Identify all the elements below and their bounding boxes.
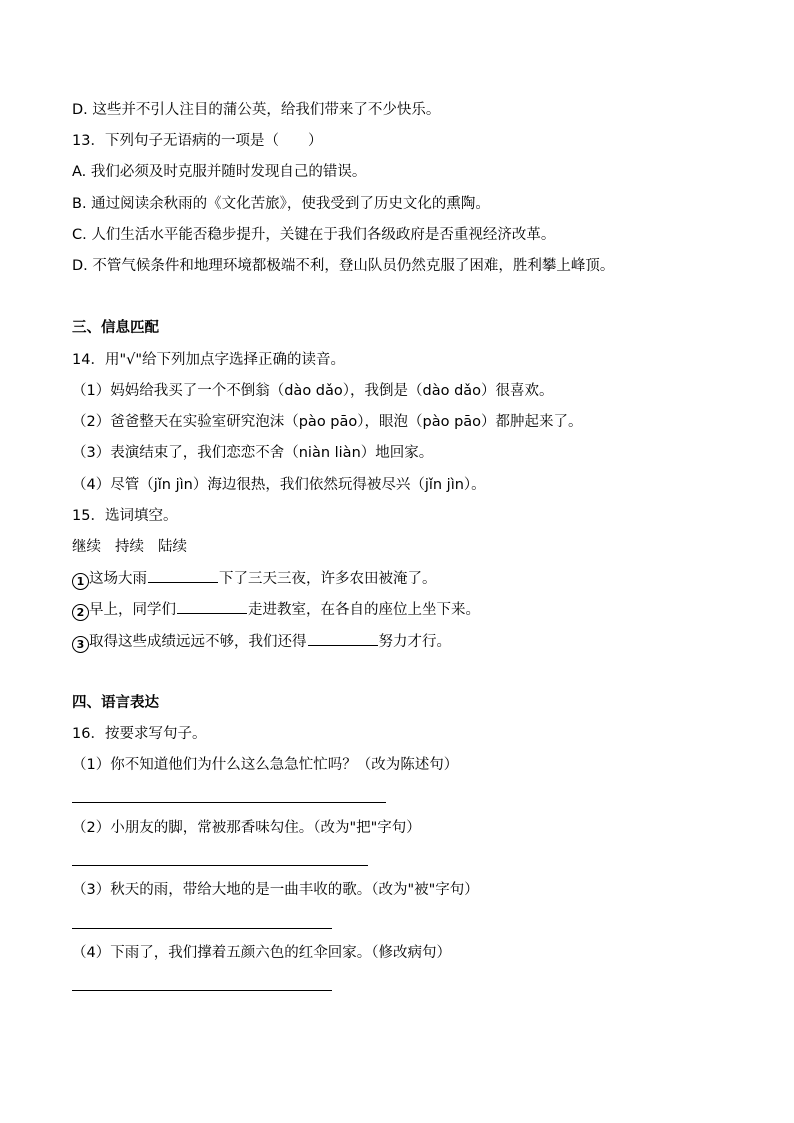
q13-option-b: B. 通过阅读余秋雨的《文化苦旅》，使我受到了历史文化的熏陶。 (72, 196, 490, 212)
q15-item-text-before: 早上，同学们 (89, 602, 176, 618)
answer-line[interactable] (72, 802, 386, 803)
fill-blank[interactable] (177, 599, 247, 614)
q14-item-1: （1）妈妈给我买了一个不倒翁（dào dǎo），我倒是（dào dǎo）很喜欢。 (72, 383, 554, 399)
fill-blank[interactable] (148, 568, 218, 583)
q15-item-3 (72, 631, 451, 653)
section-3-title: 三、信息匹配 (72, 320, 159, 336)
word-option: 持续 (115, 539, 144, 555)
answer-line[interactable] (72, 865, 368, 866)
q15-word-bank (72, 537, 187, 557)
q14-stem: 14．用"√"给下列加点字选择正确的读音。 (72, 352, 346, 368)
q15-item-text-after: 下了三天三夜，许多农田被淹了。 (219, 571, 437, 587)
fill-blank[interactable] (308, 631, 378, 646)
q13-stem: 13．下列句子无语病的一项是（ ） (72, 133, 323, 149)
circled-number: 1 (72, 573, 89, 590)
q12-option-d: D. 这些并不引人注目的蒲公英，给我们带来了不少快乐。 (72, 102, 441, 118)
q13-option-d: D. 不管气候条件和地理环境都极端不利，登山队员仍然克服了困难，胜利攀上峰顶。 (72, 258, 615, 274)
q14-item-3: （3）表演结束了，我们恋恋不舍（niàn liàn）地回家。 (72, 445, 434, 461)
q14-item-2: （2）爸爸整天在实验室研究泡沫（pào pāo），眼泡（pào pāo）都肿起来了。 (72, 414, 583, 430)
q16-item-1: （1）你不知道他们为什么这么急急忙忙吗？（改为陈述句） (72, 757, 459, 773)
q13-option-a: A. 我们必须及时克服并随时发现自己的错误。 (72, 164, 367, 180)
q15-item-text-before: 取得这些成绩远远不够，我们还得 (89, 634, 307, 650)
word-option: 继续 (72, 539, 101, 555)
section-4-title: 四、语言表达 (72, 695, 159, 711)
q15-item-text-before: 这场大雨 (89, 571, 147, 587)
circled-number: 3 (72, 636, 89, 653)
answer-line[interactable] (72, 928, 332, 929)
q15-item-2 (72, 599, 480, 621)
q16-stem: 16．按要求写句子。 (72, 726, 207, 742)
answer-line[interactable] (72, 990, 332, 991)
q16-item-3: （3）秋天的雨，带给大地的是一曲丰收的歌。（改为"被"字句） (72, 882, 479, 898)
q13-option-c: C. 人们生活水平能否稳步提升，关键在于我们各级政府是否重视经济改革。 (72, 227, 556, 243)
q16-item-2: （2）小朋友的脚，常被那香味勾住。（改为"把"字句） (72, 820, 421, 836)
q14-item-4: （4）尽管（jǐn jìn）海边很热，我们依然玩得被尽兴（jǐn jìn）。 (72, 477, 486, 493)
word-option: 陆续 (158, 539, 187, 555)
q15-item-text-after: 走进教室，在各自的座位上坐下来。 (248, 602, 480, 618)
q15-item-text-after: 努力才行。 (378, 634, 451, 650)
q15-stem: 15．选词填空。 (72, 508, 178, 524)
q16-item-4: （4）下雨了，我们撑着五颜六色的红伞回家。（修改病句） (72, 945, 451, 961)
circled-number: 2 (72, 604, 89, 621)
q15-item-1 (72, 568, 437, 590)
